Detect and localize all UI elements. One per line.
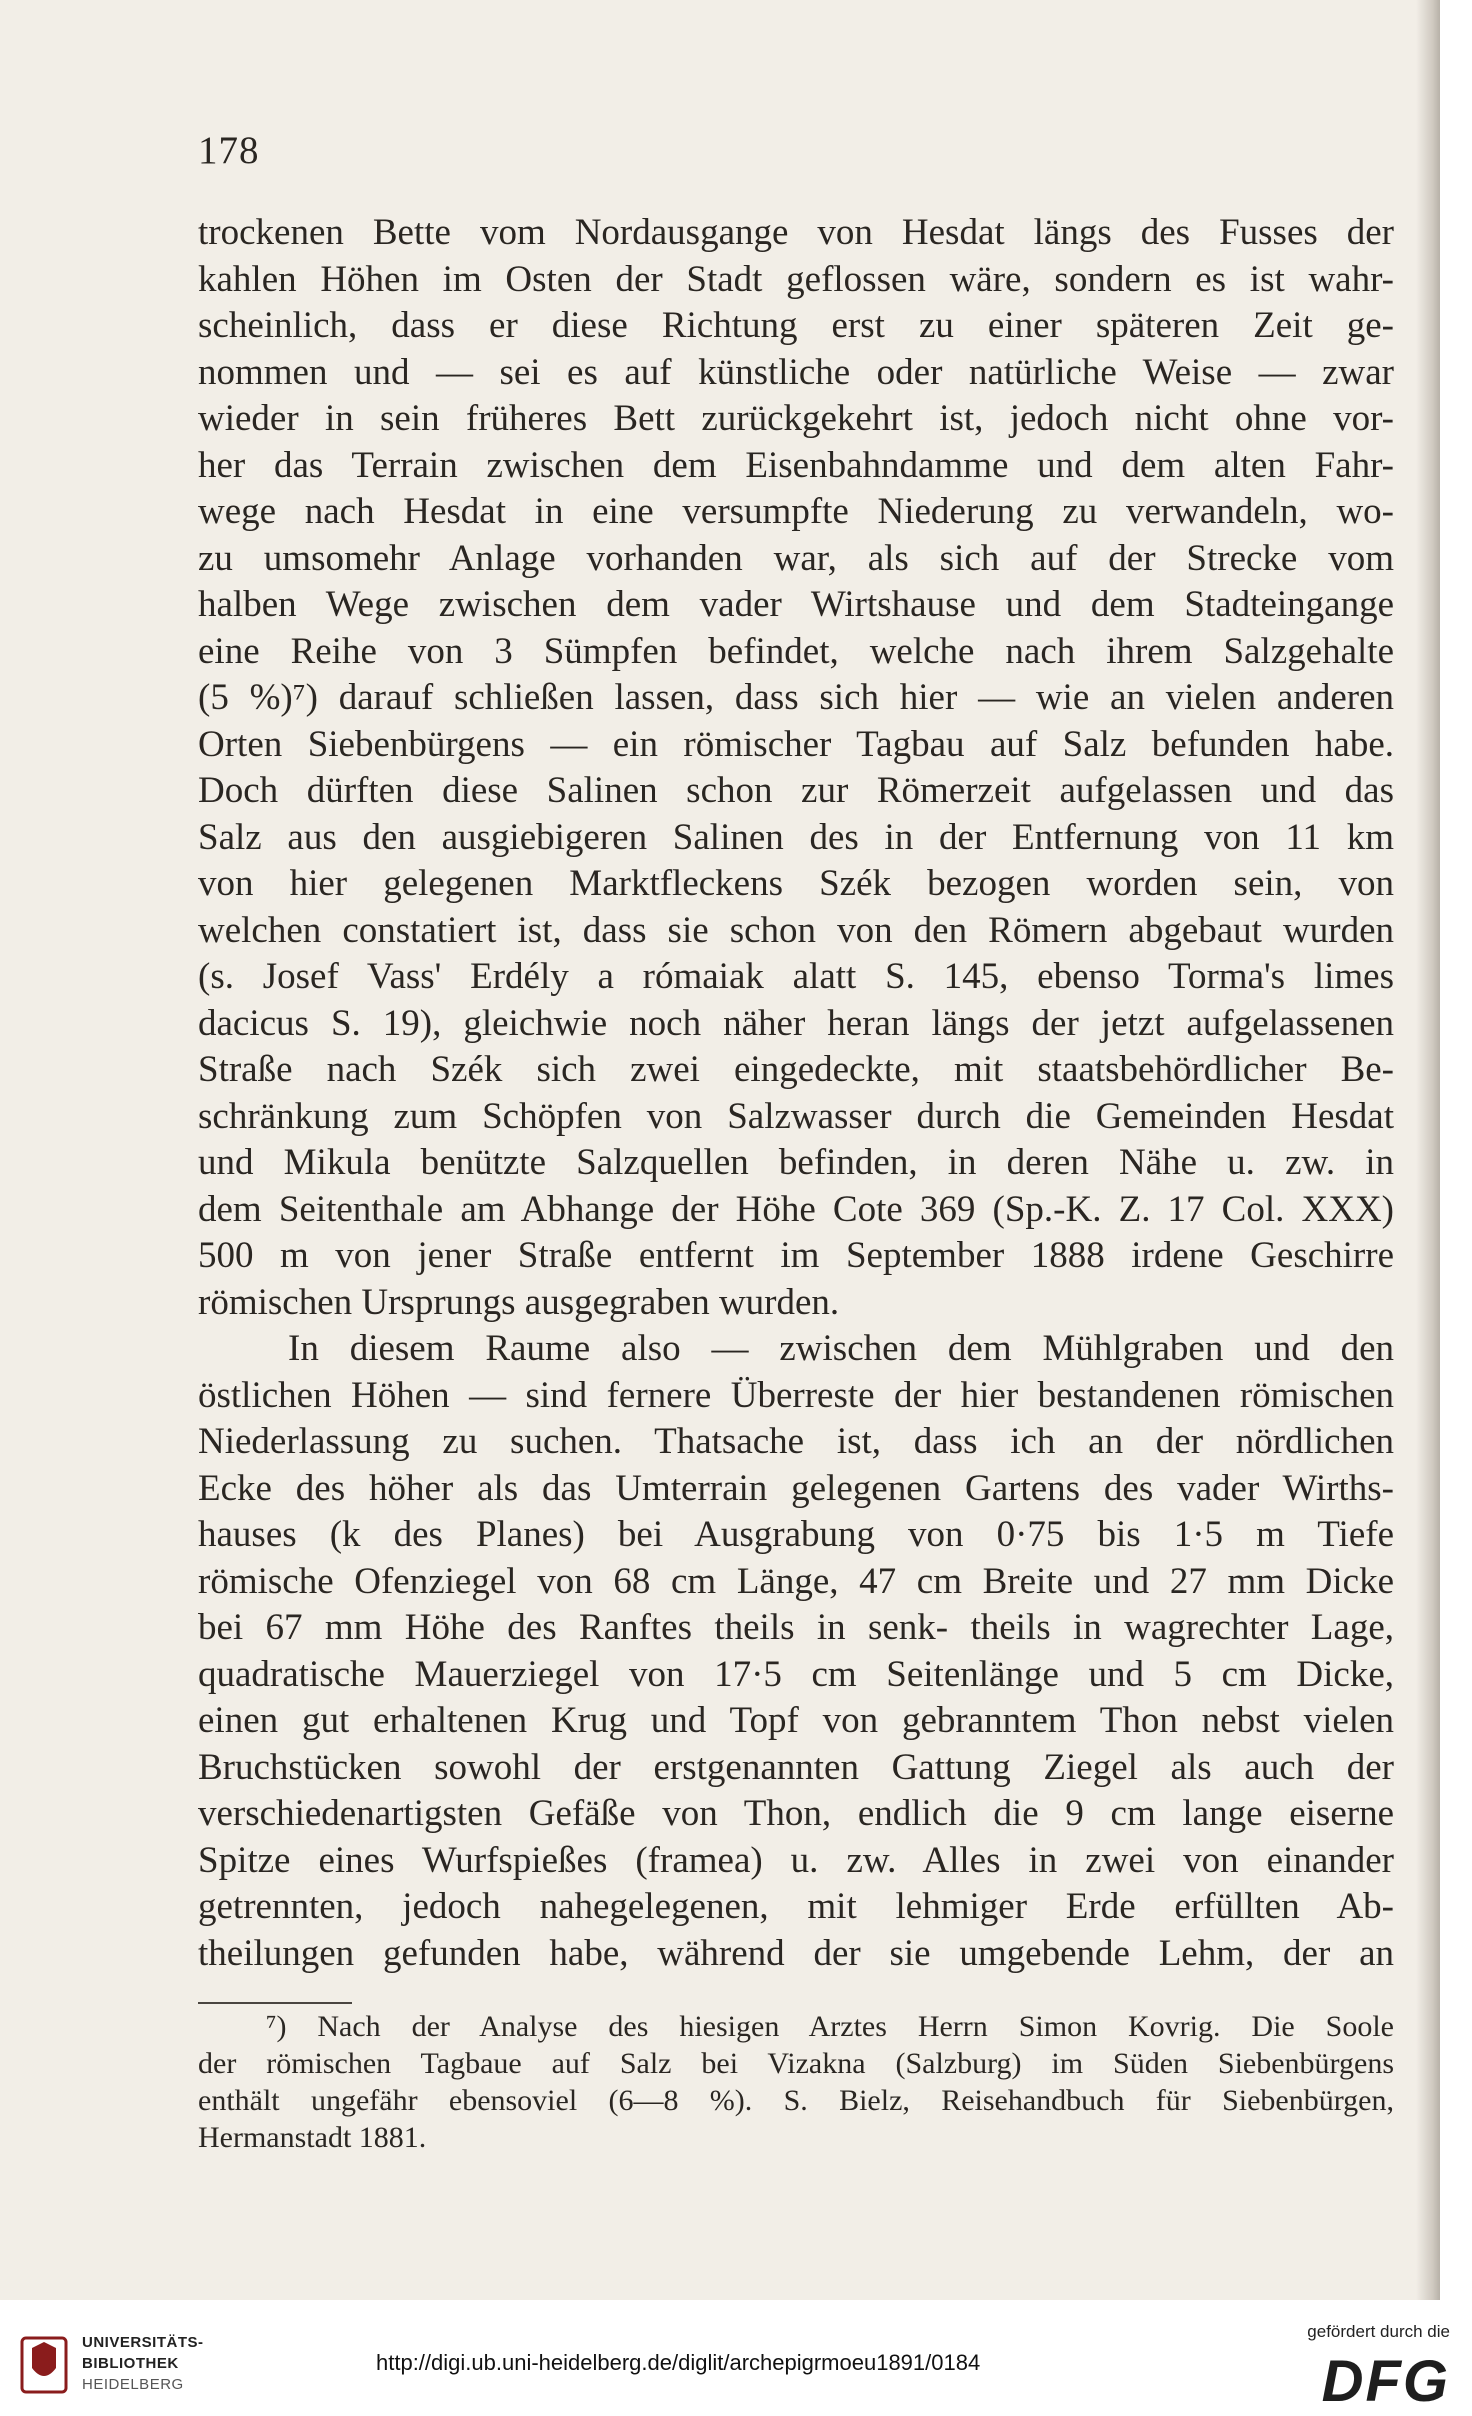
text-line: östlichen Höhen — sind fernere Überreste der hier bestandenen römischen [198, 1374, 1394, 1416]
text-line: scheinlich, dass er diese Richtung erst zu einer späteren Zeit ge- [198, 305, 1394, 346]
university-seal-icon [18, 2334, 70, 2396]
paragraph-start-line: In diesem Raume also — zwischen dem Mühlgraben und den [288, 1328, 1394, 1369]
text-line: und Mikula benützte Salzquellen befinden, in deren Nähe u. zw. in [198, 1142, 1394, 1183]
library-name-line: HEIDELBERG [82, 2376, 184, 2393]
text-line: dacicus S. 19), gleichwie noch näher heran längs der jetzt aufgelassenen [198, 1002, 1394, 1044]
text-line: dem Seitenthale am Abhange der Höhe Cote 369 (Sp.-K. Z. 17 Col. XXX) [198, 1188, 1394, 1230]
text-line: wieder in sein früheres Bett zurückgekehrt ist, jedoch nicht ohne vor- [198, 398, 1394, 439]
library-name-line: UNIVERSITÄTS- [82, 2334, 204, 2351]
page-number: 178 [198, 129, 260, 172]
text-line: (s. Josef Vass' Erdély a rómaiak alatt S. 145, ebenso Torma's limes [198, 956, 1394, 997]
text-line: Salz aus den ausgiebigeren Salinen des in der Entfernung von 11 km [198, 816, 1394, 858]
text-line: zu umsomehr Anlage vorhanden war, als sich auf der Strecke vom [198, 537, 1394, 579]
text-line: her das Terrain zwischen dem Eisenbahndamme und dem alten Fahr- [198, 444, 1394, 486]
text-line: halben Wege zwischen dem vader Wirtshause und dem Stadteingange [198, 584, 1394, 625]
text-line: Niederlassung zu suchen. Thatsache ist, dass ich an der nördlichen [198, 1421, 1394, 1462]
text-line: 500 m von jener Straße entfernt im September 1888 irdene Geschirre [198, 1235, 1394, 1276]
footnote-line: ⁷) Nach der Analyse des hiesigen Arztes Herrn Simon Kovrig. Die Soole [266, 2010, 1394, 2043]
text-line: verschiedenartigsten Gefäße von Thon, endlich die 9 cm lange eiserne [198, 1793, 1394, 1834]
text-line: römische Ofenziegel von 68 cm Länge, 47 cm Breite und 27 mm Dicke [198, 1560, 1394, 1602]
text-line: getrennten, jedoch nahegelegenen, mit lehmiger Erde erfüllten Ab- [198, 1886, 1394, 1927]
library-logo-text [82, 2332, 204, 2395]
text-line: Ecke des höher als das Umterrain gelegenen Gartens des vader Wirths- [198, 1467, 1394, 1509]
dfg-logo: DFG [1321, 2349, 1450, 2414]
text-line: welchen constatiert ist, dass sie schon von den Römern abgebaut wurden [198, 909, 1394, 951]
footnote-line: Hermanstadt 1881. [198, 2121, 427, 2154]
body-text [198, 210, 1394, 1977]
footnote-divider [198, 2002, 352, 2004]
text-line: eine Reihe von 3 Sümpfen befindet, welche nach ihrem Salzgehalte [198, 630, 1394, 672]
text-line: quadratische Mauerziegel von 17·5 cm Seitenlänge und 5 cm Dicke, [198, 1653, 1394, 1695]
text-line: kahlen Höhen im Osten der Stadt geflossen wäre, sondern es ist wahr- [198, 258, 1394, 300]
funding-label: gefördert durch die [1307, 2322, 1450, 2341]
text-line: einen gut erhaltenen Krug und Topf von gebranntem Thon nebst vielen [198, 1700, 1394, 1741]
text-line: Straße nach Szék sich zwei eingedeckte, mit staatsbehördlicher Be- [198, 1049, 1394, 1090]
paragraph-end-line: römischen Ursprungs ausgegraben wurden. [198, 1281, 840, 1323]
text-line: hauses (k des Planes) bei Ausgrabung von 0·75 bis 1·5 m Tiefe [198, 1514, 1394, 1555]
text-line: Spitze eines Wurfspießes (framea) u. zw. Alles in zwei von einander [198, 1839, 1394, 1881]
text-line: (5 %)⁷) darauf schließen lassen, dass sich hier — wie an vielen anderen [198, 677, 1394, 718]
text-line: Bruchstücken sowohl der erstgenannten Gattung Ziegel als auch der [198, 1746, 1394, 1788]
library-name-line: BIBLIOTHEK [82, 2355, 179, 2372]
permalink-url[interactable]: http://digi.ub.uni-heidelberg.de/diglit/archepigrmoeu1891/0184 [376, 2350, 981, 2375]
footnotes [198, 2008, 1394, 2156]
text-line: nommen und — sei es auf künstliche oder natürliche Weise — zwar [198, 351, 1394, 393]
text-line: bei 67 mm Höhe des Ranftes theils in senk- theils in wagrechter Lage, [198, 1607, 1394, 1648]
text-line: Orten Siebenbürgens — ein römischer Tagbau auf Salz befunden habe. [198, 723, 1394, 765]
footnote-line: enthält ungefähr ebensoviel (6—8 %). S. Bielz, Reisehandbuch für Siebenbürgen, [198, 2084, 1394, 2117]
text-line: von hier gelegenen Marktfleckens Szék bezogen worden sein, von [198, 863, 1394, 904]
text-line: schränkung zum Schöpfen von Salzwasser durch die Gemeinden Hesdat [198, 1095, 1394, 1137]
text-line: trockenen Bette vom Nordausgange von Hesdat längs des Fusses der [198, 212, 1394, 253]
viewer-footer [0, 2300, 1472, 2416]
text-line: theilungen gefunden habe, während der sie umgebende Lehm, der an [198, 1932, 1394, 1974]
text-line: Doch dürften diese Salinen schon zur Römerzeit aufgelassen und das [198, 770, 1394, 811]
footnote-line: der römischen Tagbaue auf Salz bei Vizakna (Salzburg) im Süden Siebenbürgens [198, 2047, 1394, 2080]
text-line: wege nach Hesdat in eine versumpfte Niederung zu verwandeln, wo- [198, 491, 1394, 532]
